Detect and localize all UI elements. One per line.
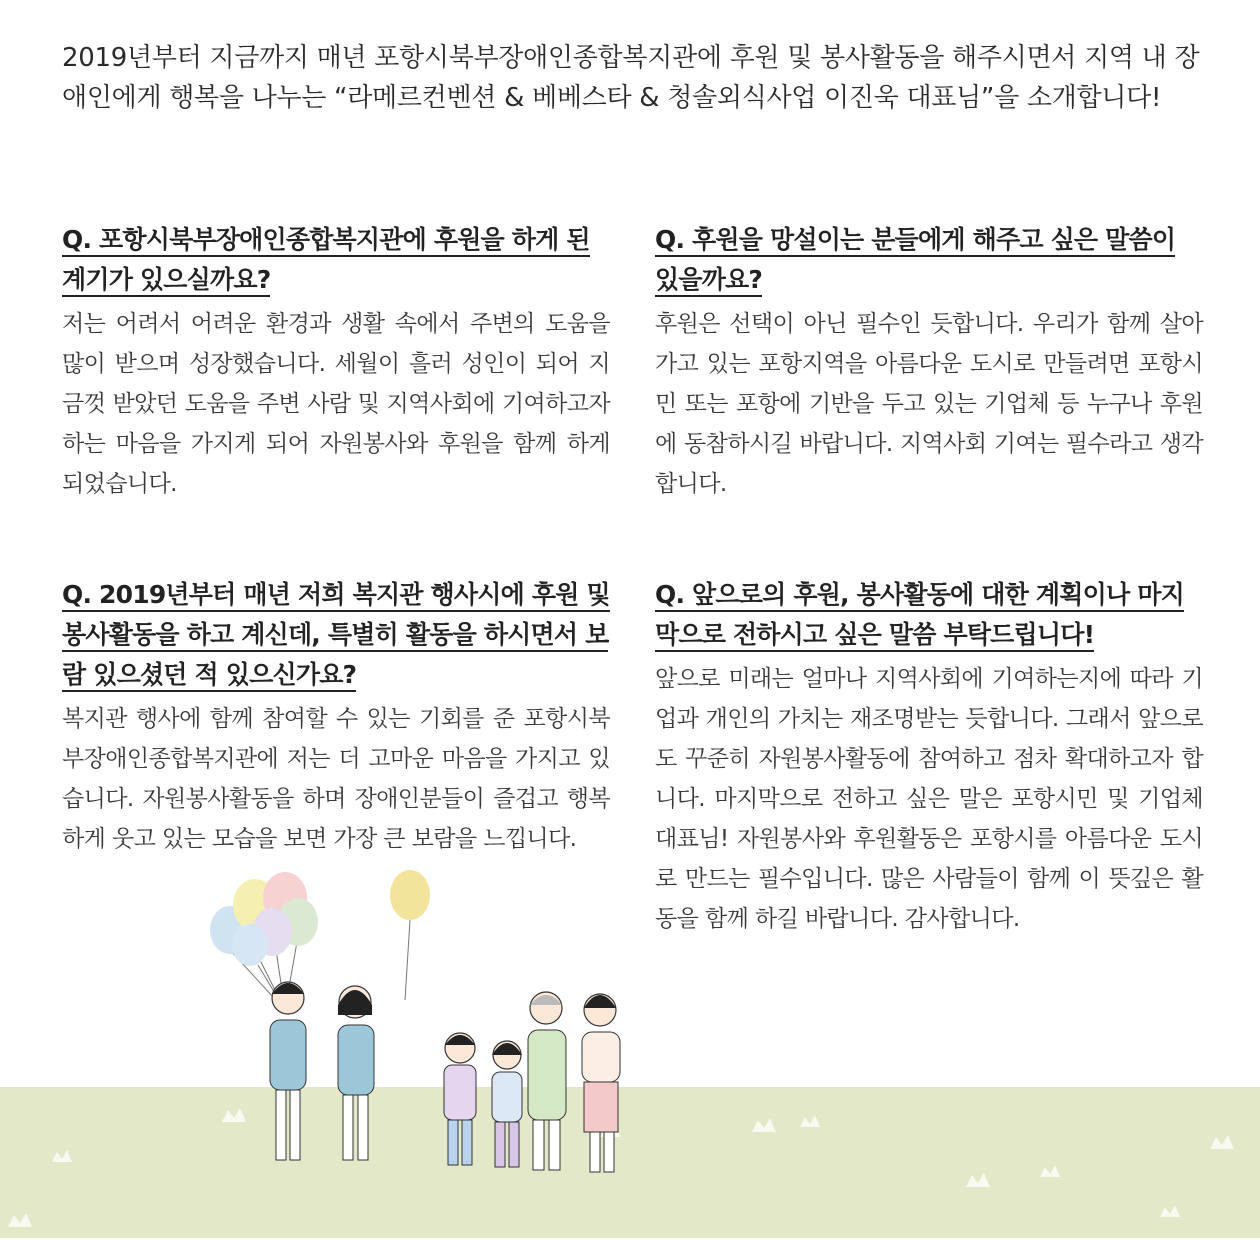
- person-grandmother-figure: [582, 994, 620, 1172]
- question-text: Q. 앞으로의 후원, 봉사활동에 대한 계획이나 마지막으로 전하시고 싶은 말씀 부탁드립니다!: [655, 580, 1184, 652]
- question-heading: [655, 220, 1203, 300]
- family-with-balloons-illustration: [0, 860, 700, 1238]
- qa-block-4: [655, 575, 1203, 939]
- answer-text: 저는 어려서 어려운 환경과 생활 속에서 주변의 도움을 많이 받으며 성장했습니다. 세월이 흘러 성인이 되어 지금껏 받았던 도움을 주변 사람 및 지역사회에 기여하고자 하는 마음을 가지게 되어 자원봉사와 후원을 함께 하게 되었습니다.: [62, 311, 610, 497]
- qa-block-1: [62, 220, 610, 504]
- answer-text: 앞으로 미래는 얼마나 지역사회에 기여하는지에 따라 기업과 개인의 가치는 재조명받는 듯합니다. 그래서 앞으로도 꾸준히 자원봉사활동에 참여하고 점차 확대하고자 합니다. 마지막으로 전하고 싶은 말은 포항시민 및 기업체 대표님! 자원봉사와 후원활동은 포항시를 아름다운 도시로 만드는 필수입니다. 많은 사람들이 함께 이 뜻깊은 활동을 함께 하길 바랍니다. 감사합니다.: [655, 666, 1203, 932]
- question-heading: [62, 575, 610, 695]
- person-father-figure: [270, 982, 306, 1160]
- balloon-icon: [232, 924, 268, 966]
- person-grandfather-figure: [528, 992, 566, 1170]
- person-mother-figure: [338, 986, 374, 1160]
- question-heading: [655, 575, 1203, 655]
- qa-block-3: [62, 575, 610, 859]
- question-text: Q. 후원을 망설이는 분들에게 해주고 싶은 말씀이 있을까요?: [655, 225, 1175, 297]
- intro-paragraph: 2019년부터 지금까지 매년 포항시북부장애인종합복지관에 후원 및 봉사활동을 해주시면서 지역 내 장애인에게 행복을 나누는 “라메르컨벤션 & 베베스타 & 청솔외식사업 이진욱 대표님”을 소개합니다!: [62, 43, 1200, 113]
- question-text: Q. 포항시북부장애인종합복지관에 후원을 하게 된 계기가 있으실까요?: [62, 225, 590, 297]
- person-boy-figure: [444, 1033, 476, 1165]
- person-girl-figure: [492, 1041, 522, 1167]
- balloon-icon: [390, 870, 430, 920]
- answer-text: 후원은 선택이 아닌 필수인 듯합니다. 우리가 함께 살아가고 있는 포항지역을 아름다운 도시로 만들려면 포항시민 또는 포항에 기반을 두고 있는 기업체 등 누구나 후원에 동참하시길 바랍니다. 지역사회 기여는 필수라고 생각합니다.: [655, 311, 1203, 497]
- answer-text: 복지관 행사에 함께 참여할 수 있는 기회를 준 포항시북부장애인종합복지관에 저는 더 고마운 마음을 가지고 있습니다. 자원봉사활동을 하며 장애인분들이 즐겁고 행복하게 웃고 있는 모습을 보면 가장 큰 보람을 느낍니다.: [62, 706, 610, 852]
- qa-block-2: [655, 220, 1203, 504]
- question-heading: [62, 220, 610, 300]
- question-text: Q. 2019년부터 매년 저희 복지관 행사시에 후원 및 봉사활동을 하고 계신데, 특별히 활동을 하시면서 보람 있으셨던 적 있으신가요?: [62, 580, 610, 692]
